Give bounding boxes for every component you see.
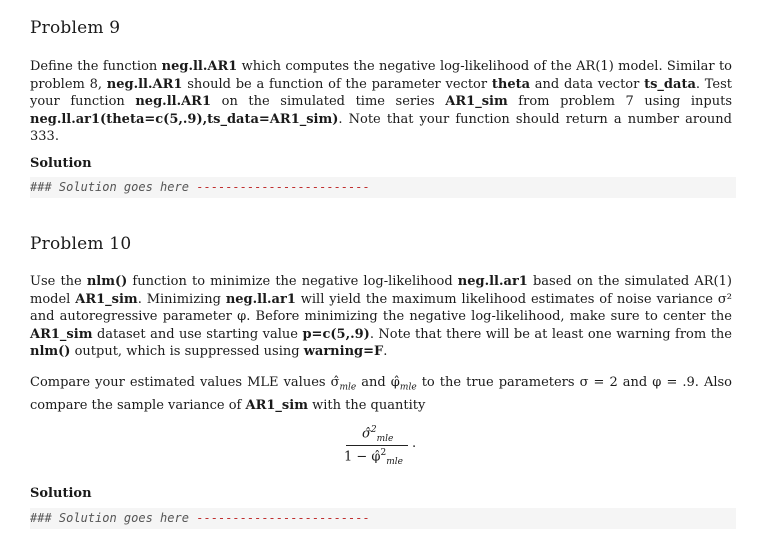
problem-9-body: Define the function neg.ll.AR1 which computes the negative log-likelihood of the AR(1) model. Similar to problem 8, neg.ll.AR1 should be a function of the parameter vector theta and data vector ts_data. Test your function neg.ll.AR1 on the simulated time series AR1_sim from problem 7 using inputs neg.ll.ar1(theta=c(5,.9),ts_data=AR1_sim). Note that your function should return a number around 333. — [30, 59, 733, 144]
variance-formula — [340, 425, 430, 465]
problem-10-heading: Problem 10 — [30, 234, 132, 254]
formula-numerator: σ̂$^2_{mle}$ — [362, 425, 394, 444]
problem-10-solution-label: Solution — [30, 486, 92, 501]
code-comment: ### Solution goes here — [30, 511, 189, 525]
problem-10-body: Use the nlm() function to minimize the negative log-likelihood neg.ll.ar1 based on the simulated AR(1) model AR1_sim. Minimizing neg.ll.ar1 will yield the maximum likelihood estimates of noise variance σ² and autoregressive parameter φ. Before minimizing the negative log-likelihood, make sure to center the AR1_sim dataset and use starting value p=c(5,.9). Note that there will be at least one warning from the nlm() output, which is suppressed using warning=F. — [30, 274, 732, 359]
code-dashes: ------------------------ — [188, 511, 370, 525]
problem-10-compare-text: Compare your estimated values MLE values $\sigmâ_{mle}$ and $\varphî_{mle}$ to the true parameters σ = 2 and φ = .9. Also compare the sample variance of AR1_sim with the quantity — [30, 375, 733, 414]
problem-9-heading: Problem 9 — [30, 18, 121, 38]
problem-9-code-cell[interactable] — [30, 177, 736, 198]
problem-9-solution-label: Solution — [30, 156, 92, 171]
fraction-bar — [346, 445, 408, 446]
formula-period: . — [412, 436, 417, 451]
formula-denominator: 1 − φ̂$^2_{mle}$ — [344, 448, 404, 467]
problem-10-code-cell[interactable] — [30, 508, 736, 529]
code-dashes: ------------------------ — [188, 180, 370, 194]
code-comment: ### Solution goes here — [30, 180, 189, 194]
